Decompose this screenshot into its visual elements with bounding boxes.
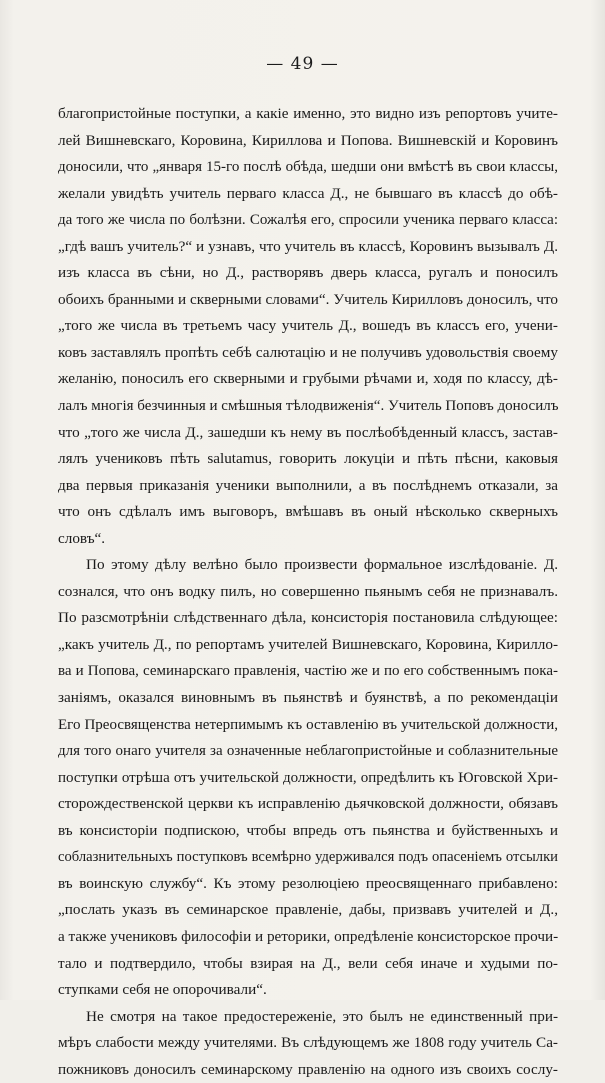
text-line: ва и Попова, семинарскаго правленія, частію же и по его собственнымъ пока- bbox=[58, 663, 558, 680]
paragraph-2 bbox=[58, 552, 558, 1003]
text-line: для того онаго учителя за означенные неблагопристойные и соблазнительные bbox=[58, 743, 558, 760]
text-line: доносили, что „января 15-го послѣ обѣда, шедши они вмѣстѣ въ свои классы, bbox=[58, 159, 558, 176]
text-line: Не смотря на такое предостереженіе, это былъ не единственный при- bbox=[86, 1007, 558, 1025]
text-line: По разсмотрѣніи слѣдственнаго дѣла, консисторія постановила слѣдующее: bbox=[58, 609, 558, 627]
text-line: лалъ многія безчинныя и смѣшныя тѣлодвиженія“. Учитель Поповъ доносилъ bbox=[58, 398, 558, 415]
text-line: что онъ сдѣлалъ имъ выговоръ, вмѣшавъ въ оный нѣсколько скверныхъ bbox=[58, 503, 558, 521]
page-number: — 49 — bbox=[266, 54, 339, 74]
text-line: да того же числа по болѣзни. Сожалѣя его, спросили ученика перваго класса: bbox=[58, 212, 558, 229]
text-line: лей Вишневскаго, Коровина, Кириллова и Попова. Вишневскій и Коровинъ bbox=[58, 131, 558, 149]
text-line: словъ“. bbox=[58, 529, 106, 547]
paragraph-1 bbox=[58, 101, 558, 552]
text-line: а также учениковъ философіи и реторики, опредѣленіе консисторское прочи- bbox=[58, 927, 558, 945]
text-line: пожниковъ доносилъ семинарскому правленію на одного изъ своихъ сослу- bbox=[58, 1060, 558, 1078]
text-line: лялъ учениковъ пѣть salutamus, говорить локуціи и пѣть пѣсни, каковыя bbox=[58, 450, 558, 468]
text-line: поступки отрѣша отъ учительской должности, опредѣлить къ Юговской Хри- bbox=[58, 769, 558, 786]
text-line: въ консисторіи подпискою, чтобы впредь отъ пьянства и буйственныхъ и bbox=[58, 821, 558, 839]
text-line: ступками себя не опорочивали“. bbox=[58, 981, 267, 999]
body-text bbox=[58, 101, 558, 1083]
text-line: „послать указъ въ семинарское правленіе, дабы, призвавъ учителей и Д., bbox=[58, 901, 558, 919]
text-line: „гдѣ вашъ учитель?“ и узнавъ, что учитель въ классѣ, Коровинъ вызывалъ Д. bbox=[58, 237, 558, 255]
text-line: ковъ заставлялъ пропѣть себѣ салютацію и не получивъ удовольствія своему bbox=[58, 343, 558, 361]
text-line: желали увидѣть учитель перваго класса Д., не бывшаго въ классѣ до обѣ- bbox=[58, 184, 558, 202]
paragraph-3 bbox=[58, 1004, 558, 1083]
text-line: тало и подтвердило, чтобы взирая на Д., вели себя иначе и худыми по- bbox=[58, 954, 558, 972]
text-line: въ воинскую службу“. Къ этому резолюціею преосвященнаго прибавлено: bbox=[58, 874, 558, 892]
text-line: обоихъ бранными и скверными словами“. Учитель Кирилловъ доносилъ, что bbox=[58, 290, 558, 308]
text-line: изъ класса въ сѣни, но Д., растворявъ дверь класса, ругалъ и поносилъ bbox=[58, 264, 558, 282]
text-line: благопристойные поступки, а какіе именно, это видно изъ репортовъ учите- bbox=[58, 105, 558, 122]
text-line: сторождественской церкви къ исправленію дьячковской должности, обязавъ bbox=[58, 795, 558, 813]
text-line: По этому дѣлу велѣно было произвести формальное изслѣдованіе. Д. bbox=[86, 556, 558, 574]
text-line: два первыя приказанія ученики выполнили, а въ послѣднемъ отказали, за bbox=[58, 476, 558, 494]
text-line: Его Преосвященства нетерпимымъ къ оставленію въ учительской должности, bbox=[58, 716, 558, 733]
text-line: „того же числа въ третьемъ часу учитель Д., вошедъ въ классъ его, учени- bbox=[58, 317, 558, 335]
text-line: желанію, поносилъ его скверными и грубыми рѣчами и, ходя по классу, дѣ- bbox=[58, 370, 558, 388]
text-line: что „того же числа Д., зашедши къ нему въ послѣобѣденный классъ, застав- bbox=[58, 423, 558, 441]
text-line: мѣръ слабости между учителями. Въ слѣдующемъ же 1808 году учитель Са- bbox=[58, 1034, 558, 1052]
text-line: сознался, что онъ водку пилъ, но совершенно пьянымъ себя не признавалъ. bbox=[58, 582, 558, 600]
text-line: соблазнительныхъ поступковъ всемѣрно удерживался подъ опасеніемъ отсылки bbox=[58, 849, 558, 866]
text-line: заніямъ, оказался виновнымъ въ пьянствѣ и буянствѣ, а по рекомендаціи bbox=[58, 689, 558, 707]
text-line: „какъ учитель Д., по репортамъ учителей Вишневскаго, Коровина, Кирилло- bbox=[58, 635, 558, 653]
